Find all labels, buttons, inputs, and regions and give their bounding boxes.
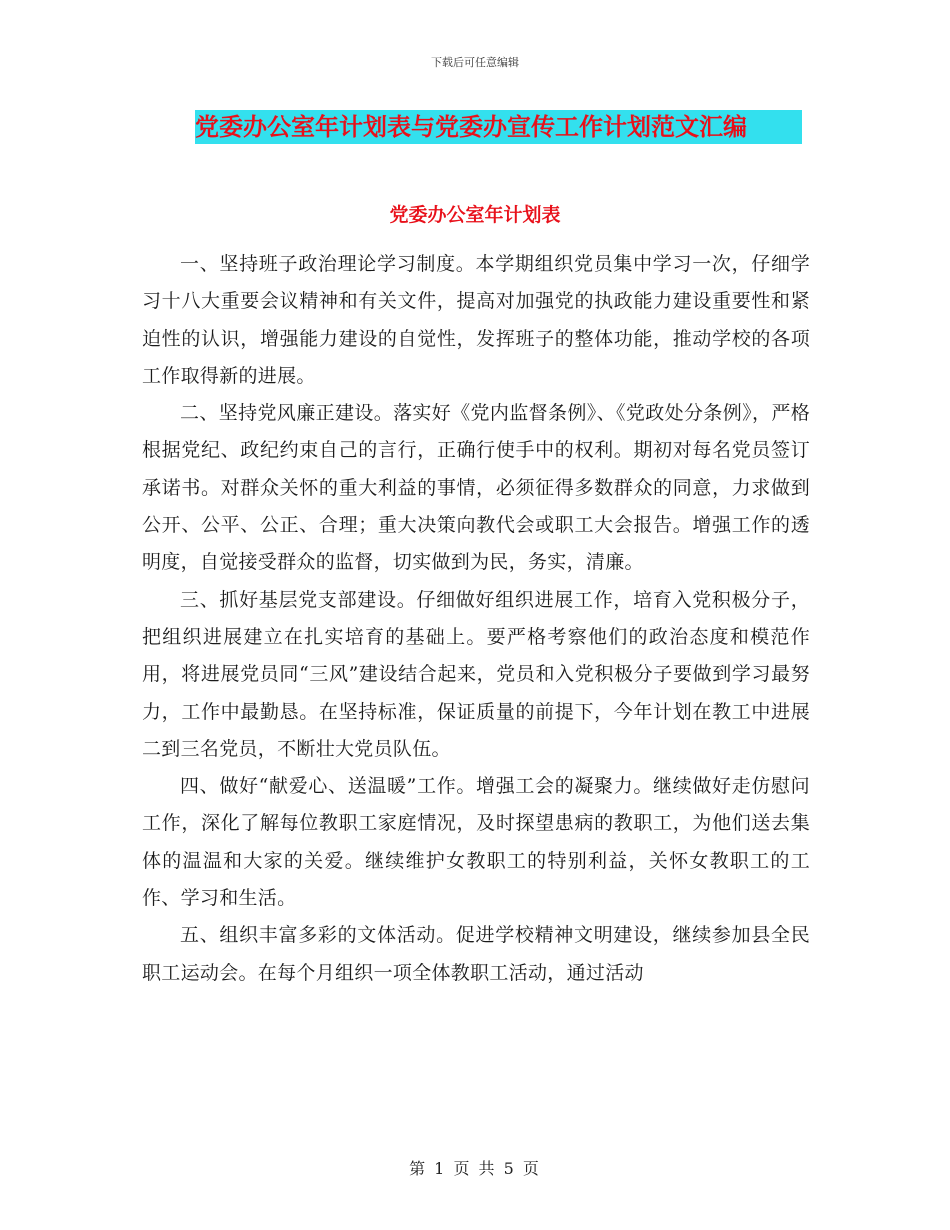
page-number: 第 1 页 共 5 页 — [409, 1159, 541, 1178]
paragraph-2: 二、坚持党风廉正建设。落实好《党内监督条例》、《党政处分条例》，严格根据党纪、政纪约束自己的言行，正确行使手中的权利。期初对每名党员签订承诺书。对群众关怀的重大利益的事情，必须征得多数群众的同意，力求做到公开、公平、公正、合理；重大决策向教代会或职工大会报告。增强工作的透明度，自觉接受群众的监督，切实做到为民，务实，清廉。 — [142, 402, 810, 574]
paragraph-3: 三、抓好基层党支部建设。仔细做好组织进展工作，培育入党积极分子，把组织进展建立在扎实培育的基础上。要严格考察他们的政治态度和模范作用，将进展党员同“三风”建设结合起来，党员和入党积极分子要做到学习最努力，工作中最勤恳。在坚持标准，保证质量的前提下，今年计划在教工中进展二到三名党员，不断壮大党员队伍。 — [142, 588, 810, 760]
paragraph-1: 一、坚持班子政治理论学习制度。本学期组织党员集中学习一次，仔细学习十八大重要会议精神和有关文件，提高对加强党的执政能力建设重要性和紧迫性的认识，增强能力建设的自觉性，发挥班子的整体功能，推动学校的各项工作取得新的进展。 — [142, 253, 810, 387]
header-note: 下载后可任意编辑 — [431, 56, 519, 69]
paragraph-5: 五、组织丰富多彩的文体活动。促进学校精神文明建设，继续参加县全民职工运动会。在每个月组织一项全体教职工活动，通过活动 — [142, 924, 810, 984]
document-body — [142, 246, 810, 992]
section-title: 党委办公室年计划表 — [389, 204, 561, 226]
document-title: 党委办公室年计划表与党委办宣传工作计划范文汇编 — [195, 110, 802, 144]
paragraph-4: 四、做好“献爱心、送温暖”工作。增强工会的凝聚力。继续做好走仿慰问工作，深化了解每位教职工家庭情况，及时探望患病的教职工，为他们送去集体的温温和大家的关爱。继续维护女教职工的特别利益，关怀女教职工的工作、学习和生活。 — [142, 775, 810, 910]
